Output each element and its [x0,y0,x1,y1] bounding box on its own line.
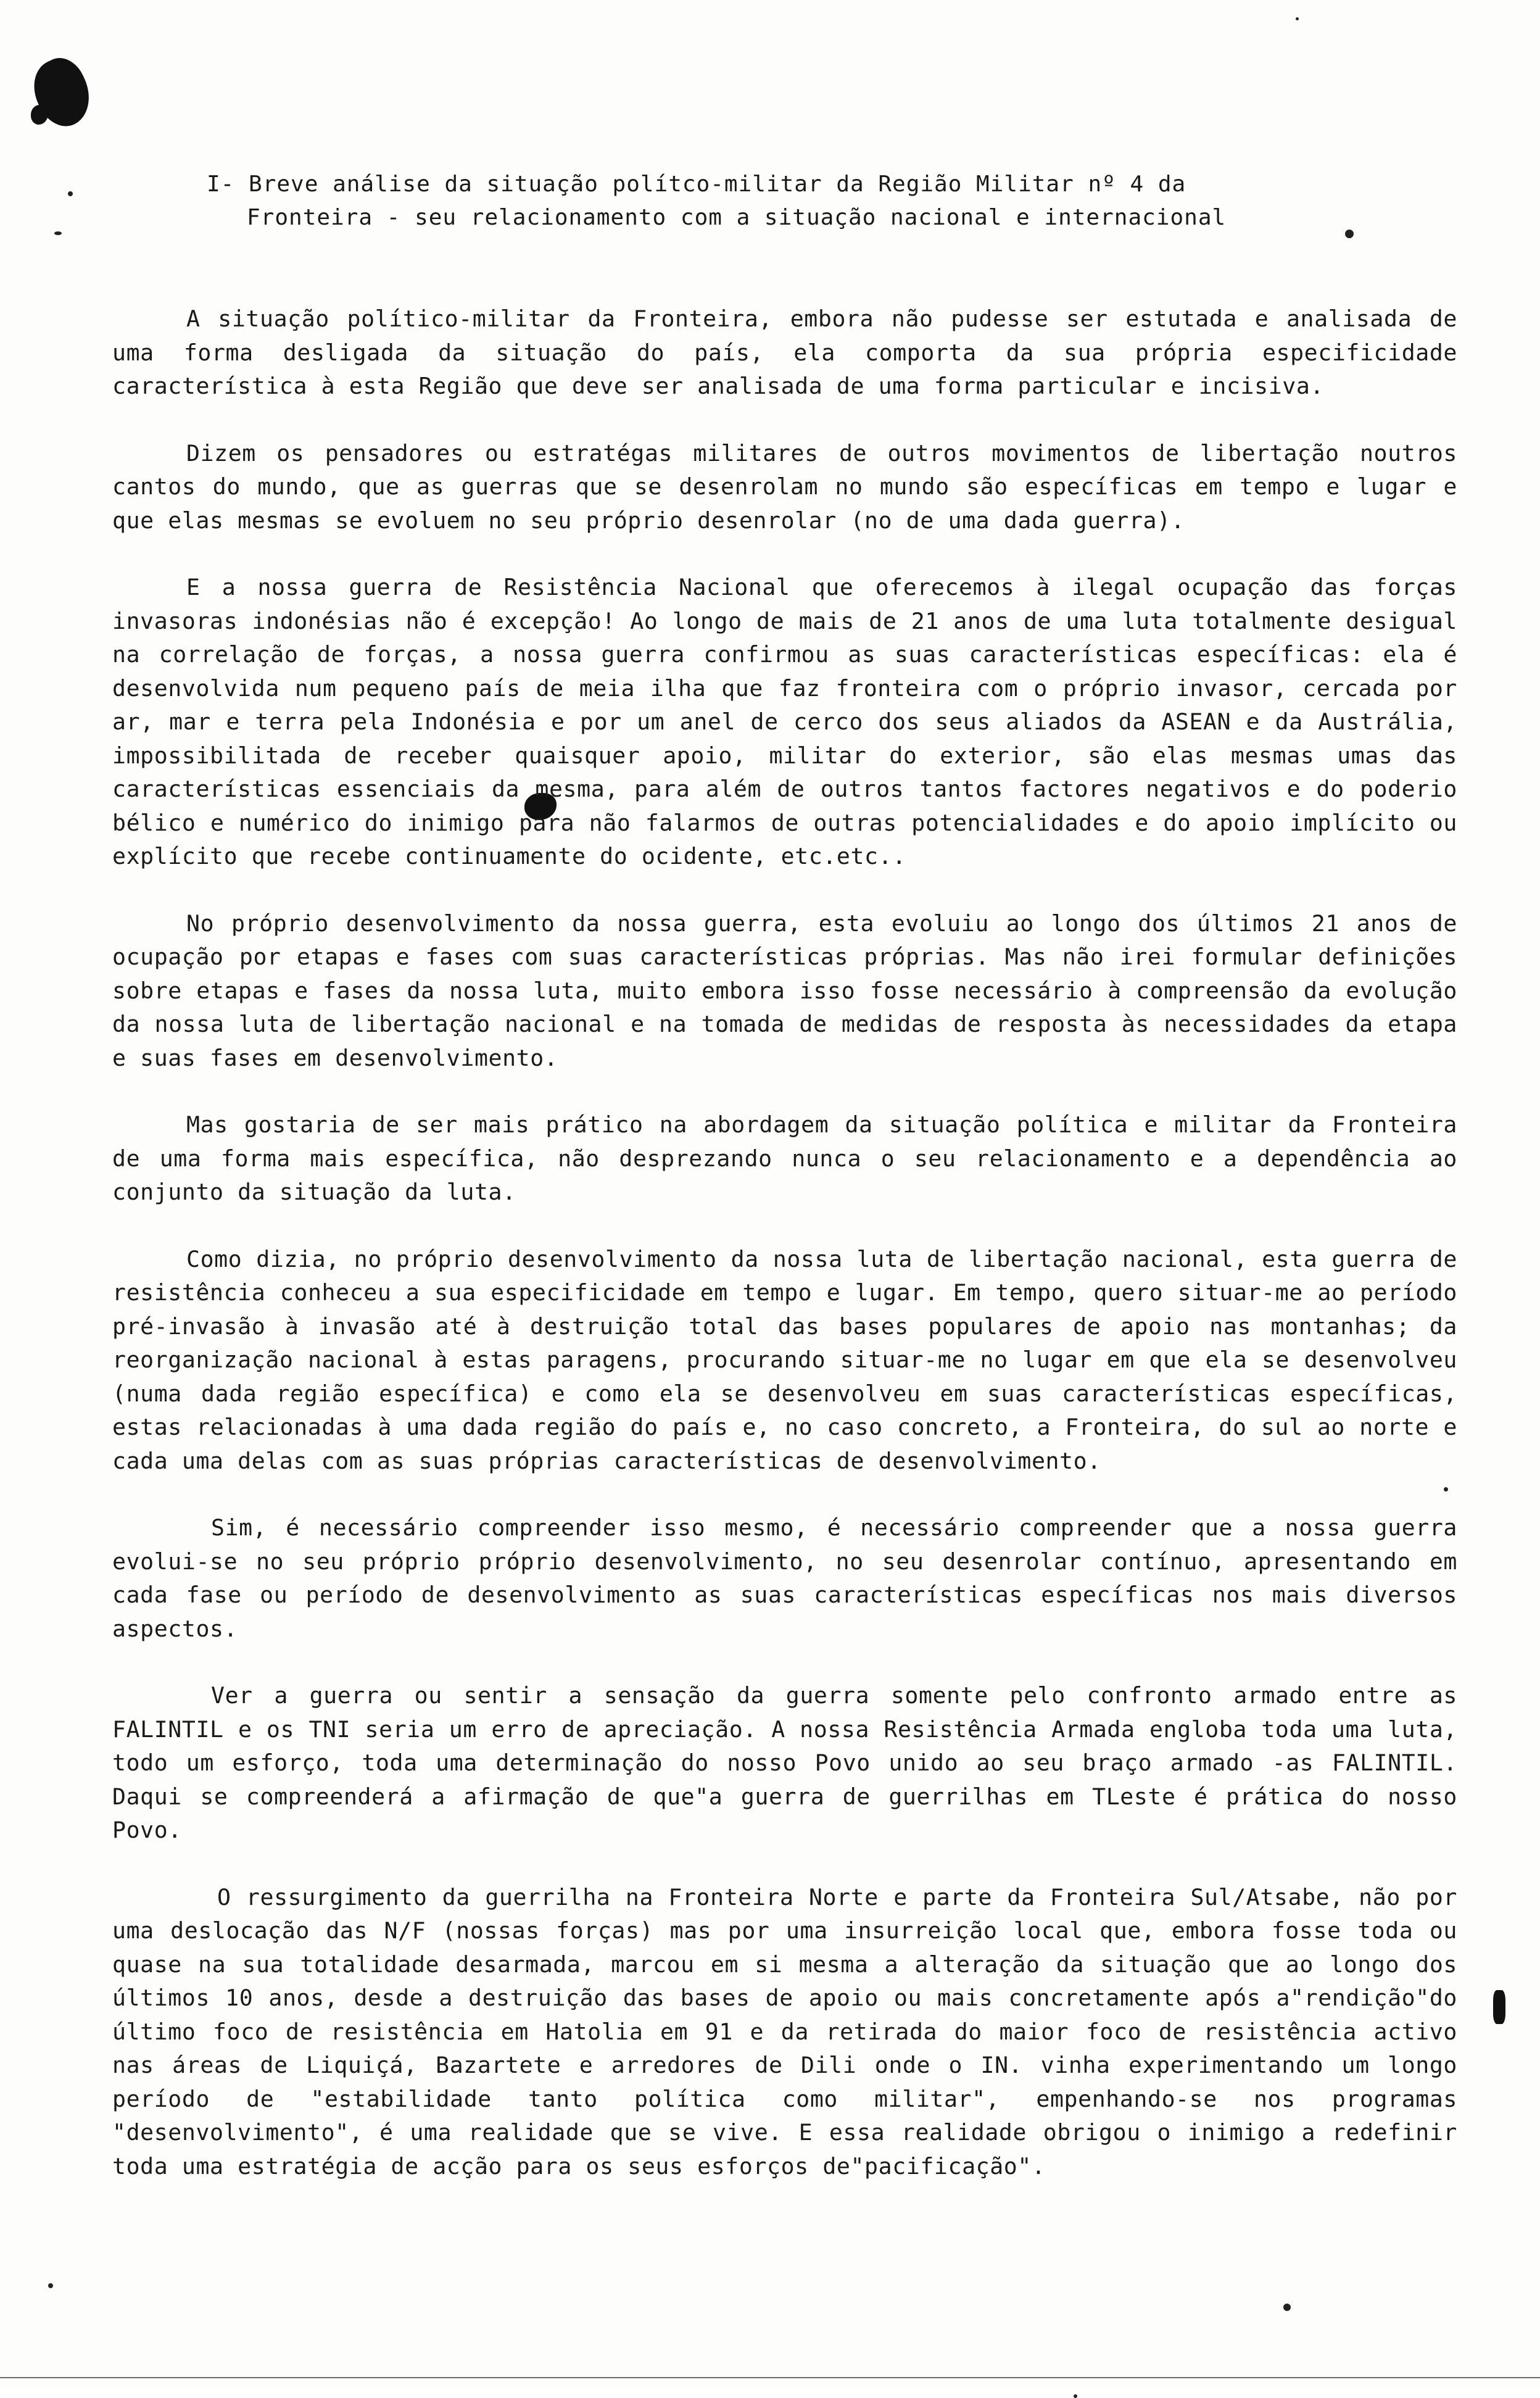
paragraph-8: Ver a guerra ou sentir a sensação da guerra somente pelo confronto armado entre as FALINTIL e os TNI seria um erro de apreciação. A nossa Resistência Armada engloba toda uma luta, todo um esforço, toda uma determinação do nosso Povo unido ao seu braço armado -as FALINTIL. Daqui se compreenderá a afirmação de que"a guerra de guerrilhas em TLeste é prática do nosso Povo. [112,1682,1457,1843]
paragraph-7: Sim, é necessário compreender isso mesmo, é necessário compreender que a nossa guerra evolui-se no seu próprio próprio desenvolvimento, no seu desenrolar contínuo, apresentando em cada fase ou período de desenvolvimento as suas características específicas nos mais diversos aspectos. [112,1514,1457,1642]
speck-5 [1283,2304,1291,2311]
speck-7 [1074,2394,1077,2398]
heading-line-1: I- Breve análise da situação polítco-militar da Região Militar nº 4 da [207,172,1186,197]
speck-1 [68,191,73,196]
paragraph-6: Como dizia, no próprio desenvolvimento da nossa luta de libertação nacional, esta guerra de resistência conheceu a sua especificidade em tempo e lugar. Em tempo, quero situar-me ao período pré-invasão à invasão até à destruição total das bases populares de apoio nas montanhas; da reorganização nacional à estas paragens, procurando situar-me no lugar em que ela se desenvolveu (numa dada região específica) e como ela se desenvolveu em suas características específicas, estas relacionadas à uma dada região do país e, no caso concreto, a Fronteira, do sul ao norte e cada uma delas com as suas próprias características de desenvolvimento. [112,1245,1457,1474]
section-heading [207,168,1379,234]
scan-edge-line [0,2377,1540,2378]
ink-smudge-right-margin [1493,1990,1505,2024]
ink-blot-top-left-tail [31,105,48,125]
heading-line-2: Fronteira - seu relacionamento com a situação nacional e internacional [247,205,1227,230]
paragraph-5: Mas gostaria de ser mais prático na abordagem da situação política e militar da Fronteira de uma forma mais específica, não desprezando nunca o seu relacionamento e a dependência ao conjunto da situação da luta. [112,1111,1457,1205]
speck-8 [1296,17,1299,20]
paragraph-9: O ressurgimento da guerrilha na Fronteira Norte e parte da Fronteira Sul/Atsabe, não por uma deslocação das N/F (nossas forças) mas por uma insurreição local que, embora fosse toda ou quase na sua totalidade desarmada, marcou em si mesma a alteração da situação que ao longo dos últimos 10 anos, desde a destruição das bases de apoio ou mais concretamente após a"rendição"do último foco de resistência em Hatolia em 91 e da retirada do maior foco de resistência activo nas áreas de Liquiçá, Bazartete e arredores de Dili onde o IN. vinha experimentando um longo período de "estabilidade tanto política como militar", empenhando-se nos programas "desenvolvimento", é uma realidade que se vive. E essa realidade obrigou o inimigo a redefinir toda uma estratégia de acção para os seus esforços de"pacificação". [112,1883,1457,2180]
paragraph-3: E a nossa guerra de Resistência Nacional que oferecemos à ilegal ocupação das forças invasoras indonésias não é excepção! Ao longo de mais de 21 anos de uma luta totalmente desigual na correlação de forças, a nossa guerra confirmou as suas características específicas: ela é desenvolvida num pequeno país de meia ilha que faz fronteira com o próprio invasor, cercada por ar, mar e terra pela Indonésia e por um anel de cerco dos seus aliados da ASEAN e da Austrália, impossibilitada de receber quaisquer apoio, militar do exterior, são elas mesmas umas das características essenciais da mesma, para além de outros tantos factores negativos e do poderio bélico e numérico do inimigo para não falarmos de outras potencialidades e do apoio implícito ou explícito que recebe continuamente do ocidente, etc.etc.. [112,574,1457,869]
paragraph-4: No próprio desenvolvimento da nossa guerra, esta evoluiu ao longo dos últimos 21 anos de ocupação por etapas e fases com suas características próprias. Mas não irei formular definições sobre etapas e fases da nossa luta, muito embora isso fosse necessário à compreensão da evolução da nossa luta de libertação nacional e na tomada de medidas de resposta às necessidades da etapa e suas fases em desenvolvimento. [112,910,1457,1071]
paragraph-2: Dizem os pensadores ou estratégas militares de outros movimentos de libertação noutros cantos do mundo, que as guerras que se desenrolam no mundo são específicas em tempo e lugar e que elas mesmas se evoluem no seu próprio desenrolar (no de uma dada guerra). [112,439,1457,534]
speck-2 [54,231,62,235]
paragraph-1: A situação político-militar da Fronteira, embora não pudesse ser estutada e analisada de uma forma desligada da situação do país, ela comporta da sua própria especificidade característica à esta Região que deve ser analisada de uma forma particular e incisiva. [112,305,1457,399]
speck-6 [48,2283,53,2288]
document-body [112,302,1457,2217]
